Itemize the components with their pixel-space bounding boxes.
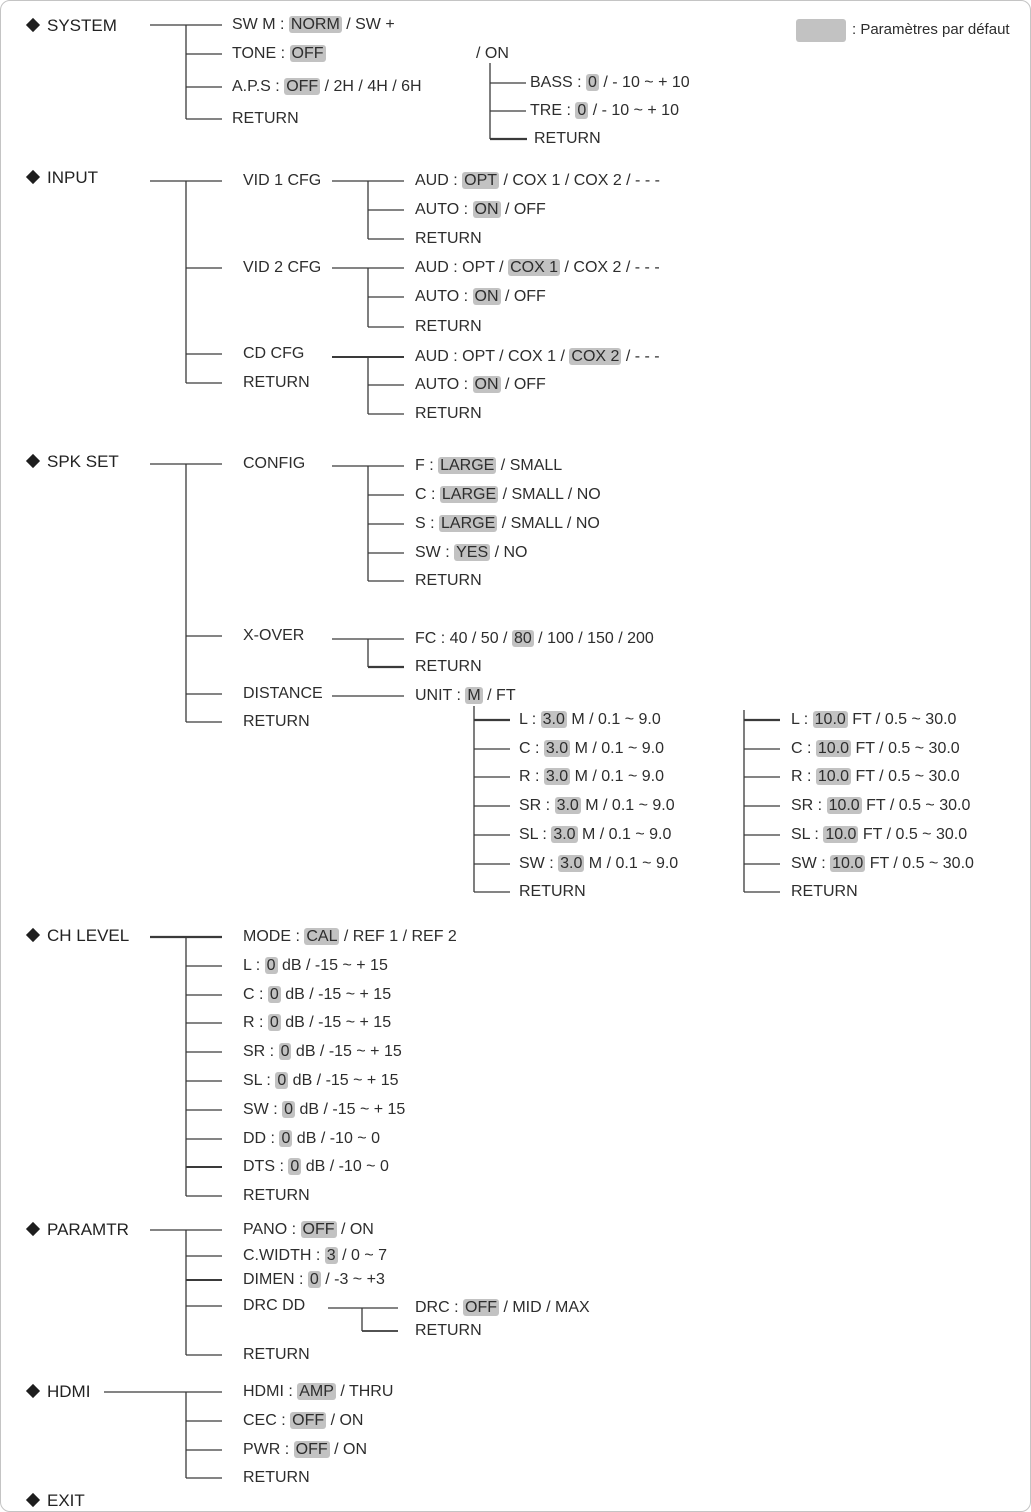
menu-item-chl-dd [243, 1129, 380, 1149]
option-text: / SW + [341, 16, 395, 33]
menu-item-vid2-aud [415, 258, 660, 278]
default-value-badge: 0 [277, 1072, 287, 1089]
menu-item-hdmi-cec [243, 1411, 363, 1431]
default-value-badge: OPT [464, 172, 498, 189]
menu-item-vid2-return [415, 317, 482, 337]
option-text: dB / -15 ~ + 15 [280, 1014, 392, 1031]
option-text: R : [519, 768, 544, 785]
option-text: AUD : [415, 172, 463, 189]
option-text: L : [791, 711, 813, 728]
menu-item-input-vid2 [243, 258, 321, 278]
option-text: dB / -10 ~ 0 [292, 1130, 380, 1147]
option-text: FT / 0.5 ~ 30.0 [861, 797, 971, 814]
menu-item-vid1-return [415, 229, 482, 249]
option-text: RETURN [415, 318, 482, 335]
default-value-badge: 3.0 [553, 826, 576, 843]
option-text: M / 0.1 ~ 9.0 [570, 768, 664, 785]
option-text: / COX 1 / COX 2 / - - - [499, 172, 660, 189]
default-value-badge: NORM [290, 16, 340, 33]
option-text: CEC : [243, 1412, 291, 1429]
section-spk-set: SPK SET [25, 452, 119, 472]
option-text: BASS : [530, 74, 587, 91]
menu-item-vid2-auto [415, 287, 546, 307]
default-value-badge: OFF [302, 1221, 335, 1238]
menu-item-xover-return [415, 657, 482, 677]
menu-item-input-vid1 [243, 171, 321, 191]
option-text: SR : [243, 1043, 279, 1060]
default-value-badge: OFF [291, 45, 324, 62]
option-text: SW : [791, 855, 831, 872]
option-text: RETURN [243, 713, 310, 730]
menu-item-cd-auto [415, 375, 546, 395]
default-value-badge: 0 [588, 74, 597, 91]
option-text: / - 10 ~ + 10 [598, 74, 690, 91]
option-text: M / 0.1 ~ 9.0 [570, 740, 664, 757]
option-text: RETURN [243, 1346, 310, 1363]
default-value-badge: 10.0 [814, 711, 846, 728]
default-value-badge: OFF [465, 1299, 497, 1316]
menu-item-chl-dts [243, 1157, 389, 1177]
option-text: FT / 0.5 ~ 30.0 [851, 740, 960, 757]
option-text: SL : [791, 826, 824, 843]
menu-item-m-l [519, 710, 661, 730]
menu-item-drc-return [415, 1321, 482, 1341]
option-text: VID 1 CFG [243, 172, 322, 189]
option-text: AUD : OPT / COX 1 / [415, 348, 570, 365]
menu-item-par-pano [243, 1220, 374, 1240]
default-value-badge: COX 1 [510, 259, 559, 276]
option-text: C : [791, 740, 816, 757]
option-text: RETURN [519, 883, 586, 900]
default-value-badge: YES [456, 544, 489, 561]
option-text: DRC DD [243, 1297, 306, 1314]
default-value-badge: 10.0 [817, 768, 850, 785]
option-text: RETURN [243, 1469, 310, 1486]
option-text: RETURN [791, 883, 858, 900]
option-text: / - - - [621, 348, 660, 365]
menu-item-spk-return [243, 712, 310, 732]
default-value-badge: M [467, 687, 481, 704]
menu-item-cfg-f [415, 456, 562, 476]
option-text: dB / -15 ~ + 15 [277, 957, 388, 974]
default-value-badge: 3.0 [560, 855, 583, 872]
option-text: MODE : [243, 928, 305, 945]
option-text: X-OVER [243, 627, 305, 644]
option-text: DD : [243, 1130, 280, 1147]
option-text: RETURN [243, 1187, 310, 1204]
menu-item-par-dimen [243, 1270, 385, 1290]
default-value-badge: 0 [281, 1130, 291, 1147]
menu-item-spk-xover [243, 626, 304, 646]
menu-item-m-return [519, 882, 586, 902]
menu-item-cfg-c [415, 485, 601, 505]
default-value-badge: LARGE [440, 457, 495, 474]
option-text: RETURN [232, 110, 299, 127]
option-text: SR : [519, 797, 555, 814]
menu-item-vid1-aud [415, 171, 660, 191]
menu-item-hdmi-return [243, 1468, 310, 1488]
section-hdmi: HDMI [25, 1382, 90, 1402]
default-value-badge: 0 [309, 1271, 319, 1288]
diamond-bullet-icon [26, 18, 40, 32]
option-text: / COX 2 / - - - [560, 259, 660, 276]
section-input: INPUT [25, 168, 98, 188]
option-text: / 2H / 4H / 6H [320, 78, 422, 95]
menu-item-cfg-return [415, 571, 482, 591]
option-text: / SMALL [496, 457, 563, 474]
default-value-badge: AMP [299, 1383, 334, 1400]
diamond-bullet-icon [26, 928, 40, 942]
menu-item-chl-sr [243, 1042, 402, 1062]
option-text: / FT [482, 687, 516, 704]
option-text: AUTO : [415, 288, 473, 305]
menu-item-drc-drc [415, 1298, 590, 1318]
default-value-badge: OFF [286, 78, 319, 95]
option-text: UNIT : [415, 687, 466, 704]
menu-item-input-cd [243, 344, 304, 364]
option-text: RETURN [415, 572, 482, 589]
default-value-badge: 10.0 [817, 740, 850, 757]
default-value-badge: 3.0 [545, 740, 569, 757]
option-text: FT / 0.5 ~ 30.0 [858, 826, 968, 843]
menu-item-tone-bass [530, 73, 690, 93]
menu-item-spk-distance [243, 684, 323, 704]
option-text: / - 10 ~ + 10 [588, 102, 679, 119]
option-text: M / 0.1 ~ 9.0 [566, 711, 661, 728]
default-value-badge: 10.0 [828, 797, 860, 814]
default-value-badge: LARGE [441, 486, 497, 503]
option-text: / ON [476, 45, 509, 62]
default-value-badge: 0 [284, 1101, 294, 1118]
option-text: / THRU [335, 1383, 394, 1400]
menu-item-par-cwidth [243, 1246, 387, 1266]
menu-item-hdmi-hdmi [243, 1382, 393, 1402]
legend-text: : Paramètres par défaut [852, 21, 1010, 38]
menu-item-cfg-sw [415, 543, 527, 563]
menu-item-system-tone-on [476, 44, 509, 64]
option-text: / REF 1 / REF 2 [339, 928, 457, 945]
default-value-badge: 80 [513, 630, 532, 647]
menu-item-ft-sw [791, 854, 974, 874]
option-text: RETURN [415, 230, 482, 247]
option-text: C : [415, 486, 440, 503]
default-value-badge: ON [474, 201, 499, 218]
option-text: dB / -10 ~ 0 [301, 1158, 389, 1175]
option-text: / ON [329, 1441, 368, 1458]
menu-item-system-swm [232, 15, 395, 35]
menu-item-tone-return [534, 129, 601, 149]
default-value-badge: ON [474, 376, 499, 393]
option-text: SR : [791, 797, 827, 814]
option-text: / 100 / 150 / 200 [533, 630, 654, 647]
option-text: FT / 0.5 ~ 30.0 [847, 711, 957, 728]
default-value-badge: 0 [577, 102, 587, 119]
default-value-badge: 0 [266, 957, 276, 974]
option-text: RETURN [534, 130, 601, 147]
default-value-badge: OFF [295, 1441, 328, 1458]
default-value-badge: OFF [292, 1412, 325, 1429]
menu-item-hdmi-pwr [243, 1440, 367, 1460]
option-text: dB / -15 ~ + 15 [295, 1101, 406, 1118]
menu-item-ft-return [791, 882, 858, 902]
option-text: C : [243, 986, 268, 1003]
option-text: M / 0.1 ~ 9.0 [584, 855, 679, 872]
option-text: R : [791, 768, 816, 785]
option-text: CD CFG [243, 345, 305, 362]
option-text: / -3 ~ +3 [320, 1271, 385, 1288]
diamond-bullet-icon [26, 1384, 40, 1398]
menu-item-m-sr [519, 796, 675, 816]
default-value-badge: COX 2 [571, 348, 620, 365]
menu-item-chl-c [243, 985, 391, 1005]
diamond-bullet-icon [26, 170, 40, 184]
option-text: F : [415, 457, 439, 474]
option-text: DRC : [415, 1299, 463, 1316]
menu-item-chl-sl [243, 1071, 399, 1091]
option-text: HDMI : [243, 1383, 298, 1400]
section-ch-level: CH LEVEL [25, 926, 129, 946]
option-text: / OFF [500, 376, 546, 393]
default-value-badge: CAL [306, 928, 338, 945]
option-text: / NO [490, 544, 528, 561]
option-text: R : [243, 1014, 268, 1031]
option-text: / ON [326, 1412, 364, 1429]
option-text: / MID / MAX [499, 1299, 590, 1316]
option-text: SW : [519, 855, 559, 872]
menu-item-vid1-auto [415, 200, 546, 220]
option-text: / OFF [500, 201, 546, 218]
option-text: TRE : [530, 102, 576, 119]
default-value-badge: ON [474, 288, 499, 305]
option-text: FC : 40 / 50 / [415, 630, 512, 647]
option-text: AUTO : [415, 376, 473, 393]
menu-item-m-c [519, 739, 664, 759]
option-text: / 0 ~ 7 [337, 1247, 388, 1264]
menu-item-chl-return [243, 1186, 310, 1206]
option-text: dB / -15 ~ + 15 [280, 986, 392, 1003]
section-paramtr: PARAMTR [25, 1220, 129, 1240]
default-value-badge: 0 [269, 986, 279, 1003]
default-value-badge: 3.0 [556, 797, 579, 814]
option-text: RETURN [415, 1322, 482, 1339]
option-text: PANO : [243, 1221, 301, 1238]
option-text: M / 0.1 ~ 9.0 [580, 797, 675, 814]
menu-item-input-return [243, 373, 310, 393]
option-text: L : [519, 711, 541, 728]
default-value-badge: 0 [269, 1014, 279, 1031]
option-text: FT / 0.5 ~ 30.0 [865, 855, 974, 872]
menu-item-m-sw [519, 854, 678, 874]
option-text: SW : [415, 544, 455, 561]
option-text: dB / -15 ~ + 15 [291, 1043, 402, 1060]
menu-item-chl-l [243, 956, 388, 976]
menu-item-dist-unit [415, 686, 516, 706]
section-exit: EXIT [25, 1491, 85, 1511]
option-text: S : [415, 515, 440, 532]
option-text: SL : [243, 1072, 276, 1089]
menu-item-cfg-s [415, 514, 600, 534]
diamond-bullet-icon [26, 1222, 40, 1236]
option-text: C.WIDTH : [243, 1247, 325, 1264]
default-value-badge: 10.0 [825, 826, 857, 843]
option-text: SW M : [232, 16, 289, 33]
default-value-badge: 3.0 [545, 768, 569, 785]
option-text: / OFF [500, 288, 546, 305]
default-value-badge: 0 [290, 1158, 300, 1175]
menu-item-ft-r [791, 767, 960, 787]
option-text: / ON [336, 1221, 374, 1238]
menu-item-ft-c [791, 739, 960, 759]
menu-item-system-aps [232, 77, 422, 97]
option-text: / SMALL / NO [498, 486, 601, 503]
diamond-bullet-icon [26, 454, 40, 468]
option-text: TONE : [232, 45, 290, 62]
menu-item-system-tone [232, 44, 326, 64]
menu-item-m-sl [519, 825, 671, 845]
section-system: SYSTEM [25, 16, 117, 36]
option-text: A.P.S : [232, 78, 285, 95]
option-text: M / 0.1 ~ 9.0 [577, 826, 672, 843]
menu-item-cd-return [415, 404, 482, 424]
option-text: DISTANCE [243, 685, 323, 702]
option-text: RETURN [243, 374, 310, 391]
option-text: DTS : [243, 1158, 289, 1175]
menu-item-par-return [243, 1345, 310, 1365]
option-text: PWR : [243, 1441, 294, 1458]
option-text: C : [519, 740, 544, 757]
option-text: SL : [519, 826, 552, 843]
menu-item-par-drcdd [243, 1296, 305, 1316]
option-text: RETURN [415, 658, 482, 675]
option-text: CONFIG [243, 455, 306, 472]
option-text: AUTO : [415, 201, 473, 218]
option-text: FT / 0.5 ~ 30.0 [851, 768, 960, 785]
diamond-bullet-icon [26, 1493, 40, 1507]
menu-item-system-return [232, 109, 299, 129]
option-text: SW : [243, 1101, 283, 1118]
menu-item-spk-config [243, 454, 305, 474]
option-text: / SMALL / NO [497, 515, 600, 532]
default-value-badge: 3.0 [542, 711, 565, 728]
option-text: RETURN [415, 405, 482, 422]
default-value-badge: 0 [280, 1043, 290, 1060]
menu-item-chl-sw [243, 1100, 405, 1120]
menu-item-chl-mode [243, 927, 457, 947]
menu-item-chl-r [243, 1013, 391, 1033]
default-value-badge: 10.0 [832, 855, 864, 872]
menu-item-cd-aud [415, 347, 660, 367]
menu-item-xover-fc [415, 629, 654, 649]
option-text: dB / -15 ~ + 15 [288, 1072, 399, 1089]
default-value-badge: 3 [326, 1247, 336, 1264]
option-text: VID 2 CFG [243, 259, 322, 276]
menu-item-ft-sl [791, 825, 967, 845]
option-text: DIMEN : [243, 1271, 308, 1288]
default-value-badge: LARGE [441, 515, 496, 532]
option-text: AUD : OPT / [415, 259, 509, 276]
menu-item-ft-l [791, 710, 956, 730]
menu-item-tone-tre [530, 101, 679, 121]
option-text: L : [243, 957, 265, 974]
menu-item-ft-sr [791, 796, 970, 816]
menu-item-m-r [519, 767, 664, 787]
